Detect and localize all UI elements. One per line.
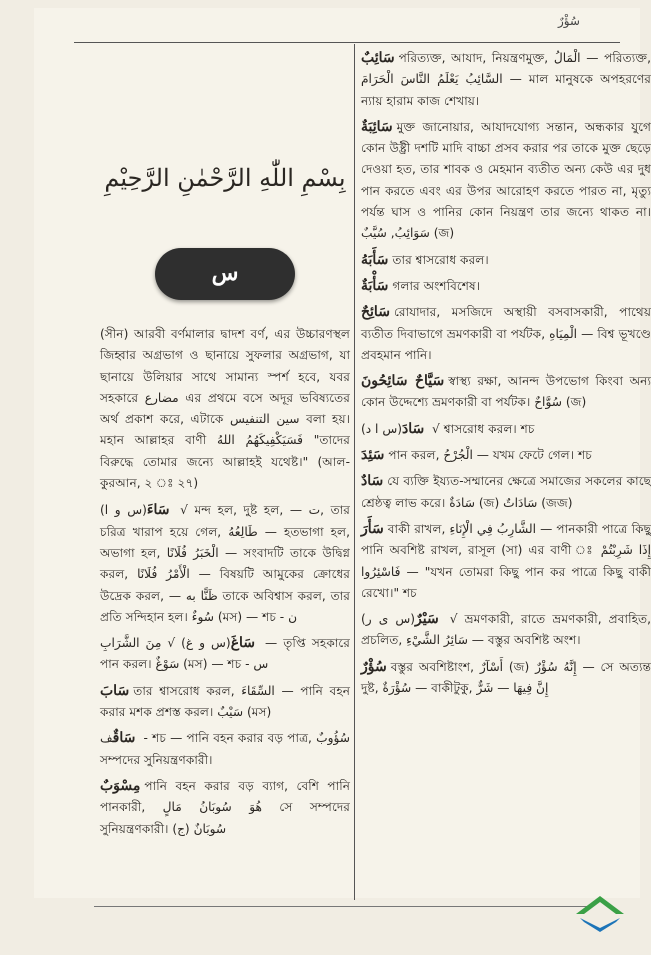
dictionary-entry	[361, 419, 651, 440]
letter-introduction: (সীন) আরবী বর্ণমালার দ্বাদশ বর্ণ, এর উচ্চারণস্থল জিহ্বার অগ্রভাগ ও ছানায়ে সুফলার অগ্রভাগ, যা ছানায়ে উলিয়ার সাথে সামান্য স্পর্শ হবে, যবর সহকারে مضارع এর প্রথমে বসে অদূর ভবিষ্যতের অর্থ প্রকাশ করে, এটাকে سين التنفيس বলা হয়। মহান আল্লাহর বাণী فَسَيَكْفِيكَهُمُ اللهُ "তাদের বিরুদ্ধে তোমার জন্যে আল্লাহই যথেষ্ট।" (আল-কুরআন, ২ ঃ ২৭)	[100, 327, 350, 491]
entry-definition: রোযাদার, মসজিদে অস্থায়ী বসবাসকারী, পাথেয় ব্যতীত দিবাভাগে ভ্রমণকারী বা পর্যটক, الْمِيَاهِ — বিশ্ব ভূখণ্ডে প্রবহমান পানি।	[361, 305, 651, 362]
dictionary-entry	[361, 276, 651, 297]
dictionary-entry	[361, 471, 651, 514]
dictionary-entry	[361, 657, 651, 700]
entry-headword: سَادَ	[401, 420, 425, 437]
entry-definition: গলার অংশবিশেষ।	[392, 278, 481, 293]
entry-definition: যে ব্যক্তি ইয্যত-সম্মানের ক্ষেত্রে সমাজের সকলের কাছে শ্রেষ্ঠত্ব লাভ করে। سَادَةٌ (জ) سَادَاتٌ (জজ)	[361, 474, 651, 510]
entry-definition: পরিত্যক্ত, আযাদ, নিয়ন্ত্রণমুক্ত, الْمَالُ — পরিত্যক্ত, السَّائِبُ يَعْلَمُ النَّاسَ الْحَرَامَ — মাল মানুষকে অপহরণের ন্যায় হারাম কাজ শেখায়।	[361, 51, 651, 108]
entry-definition: বস্তুর অবশিষ্টাংশ, أَسْآرٌ (জ) إِنَّهُ سُؤْرٌ — সে অত্যন্ত দুষ্ট, سُؤْرَةٌ — বাকীটুকু, إِنَّ فِيهَا — شَرٌّ	[361, 659, 651, 696]
entry-definition: পান করল, الْجُرْحُ — যখম ফেটে গেল। শচ	[388, 448, 592, 463]
dictionary-entry	[361, 250, 651, 271]
entry-headword: سَائِحٌ	[361, 304, 390, 321]
right-entry-list	[361, 48, 651, 699]
dictionary-entry	[361, 48, 651, 112]
entry-headword: سَاغَ	[230, 635, 256, 652]
dictionary-page	[34, 8, 651, 898]
dictionary-entry	[361, 117, 651, 245]
entry-headword: سَأْبَةٌ	[361, 277, 389, 294]
left-entry-list	[100, 500, 350, 839]
dictionary-entry	[361, 609, 651, 652]
dictionary-entry	[100, 633, 350, 676]
entry-definition: পানি বহন করার বড় ব্যাগ, বেশি পানি পানকারী, هُوَ سُوبَانُ مَالٍ সে সম্পদের সুনিয়ন্ত্রণকারী। سُوبَانٌ (ج)	[100, 778, 350, 836]
entry-definition: মুক্ত জানোয়ার, আযাদযোগ্য সন্তান, অন্ধকার যুগে কোন উষ্ট্রী দশটি মাদি বাচ্চা প্রসব করার পর তাকে মুক্ত ছেড়ে দেওয়া হত, তার শাবক ও মেহমান ব্যতীত অন্য কেউ এর দুধ পান করতে এবং এর উপর আরোহণ করতে পারত না, মৃত্যু পর্যন্ত ঘাস ও পানির কোন নিয়ন্ত্রণ তার জন্যে থাকত না। سَوَائِبُ, سُيَّبٌ (জ)	[361, 119, 651, 241]
entry-definition: স্বাস্থ্য রক্ষা, আনন্দ উপভোগ কিংবা অন্য কোন উদ্দেশ্যে ভ্রমণকারী বা পর্যটক। سُوَّاحٌ (জ)	[361, 374, 651, 410]
entry-headword: سَأَرَ	[361, 520, 384, 537]
column-divider	[354, 44, 355, 900]
entry-headword: سَاءَ	[146, 502, 170, 519]
entry-definition: (س ى ر) √ ভ্রমণকারী, রাতে ভ্রমণকারী, প্রবাহিত, প্রচলিত, سَائِرُ الشَّيْءِ — বস্তুর অবশিষ্ট অংশ।	[361, 612, 651, 648]
dictionary-entry	[100, 681, 350, 724]
entry-headword: سَئِدَ	[361, 447, 385, 464]
entry-definition: (س و غ) √ مِنَ الشَّرَابِ — তৃপ্তি সহকারে পান করল। سَوْغٌ (মস) — শচ - س	[100, 636, 351, 672]
entry-headword: سُؤْرٌ	[361, 658, 387, 675]
entry-definition: বাকী রাখল, الشَّارِبُ فِي الْإِنَاءِ — পানকারী পাত্রে কিছু পানি অবশিষ্ট রাখল, রাসূল (সা) এর বাণী ঃ إِذَا شَرِبْتُمْ فَاسْئِرُوا — "যখন তোমরা কিছু পান কর পাত্রে কিছু বাকী রেখো।" শচ	[361, 521, 651, 600]
entry-headword: سَابَ	[100, 682, 130, 699]
section-letter-badge: س	[155, 248, 295, 300]
right-column	[361, 48, 651, 704]
entry-definition: তার শ্বাসরোধ করল, السِّقَاءَ — পানি বহন করার মশক প্রশস্ত করল। سَيْبٌ (মস)	[100, 683, 351, 720]
entry-headword: سَائِبٌ	[361, 50, 395, 66]
dictionary-entry	[100, 500, 350, 628]
entry-headword: سَيَّاحٌ سَائِحُونَ	[361, 373, 445, 390]
entry-definition: তার শ্বাসরোধ করল।	[392, 252, 489, 267]
running-head: سُؤْرٌ	[557, 14, 580, 28]
top-rule	[74, 42, 620, 43]
entry-headword: سَأَبَهُ	[361, 251, 389, 268]
entry-headword: سَادٌ	[361, 473, 384, 490]
bottom-rule	[94, 906, 590, 907]
entry-headword: مِسْوَبٌ	[100, 777, 141, 794]
bismillah-calligraphy: بِسْمِ اللّٰهِ الرَّحْمٰنِ الرَّحِيْمِ	[104, 164, 346, 192]
entry-headword: سَائِبَةٌ	[361, 118, 393, 135]
dictionary-entry	[361, 302, 651, 366]
entry-headword: سَاقٌ	[112, 730, 136, 747]
dictionary-entry	[361, 519, 651, 604]
dictionary-entry	[100, 728, 350, 771]
dictionary-entry	[361, 445, 651, 466]
entry-headword: سَيْرٌ	[415, 611, 439, 628]
entry-definition: (س ا د) √ শ্বাসরোধ করল। শচ	[361, 421, 535, 436]
left-column	[100, 48, 350, 845]
entry-definition: ف - শচ — পানি বহন করার বড় পাত্র, سُؤُوبٌ সম্পদের সুনিয়ন্ত্রণকারী।	[100, 731, 350, 767]
publisher-logo-icon	[570, 892, 630, 932]
dictionary-entry	[361, 371, 651, 414]
entry-definition: (س و ا) √ মন্দ হল, দুষ্ট হল, — ت, তার চরিত্র খারাপ হয়ে গেল, طَالِعُهُ — হতভাগা হল, অভাগা হল, الْخَبَرُ فُلَانًا — সংবাদটি তাকে উদ্বিগ্ন করল, الْأَمْرُ فُلَانًا — বিষয়টি আমুকের ক্রোধের উদ্রেক করল, — ظَنًّا به তাকে অবিশ্বাস করল, তার প্রতি সন্দিহান হল। سُوءٌ (মস) — শচ - ن	[100, 503, 350, 624]
dictionary-entry	[100, 776, 350, 840]
